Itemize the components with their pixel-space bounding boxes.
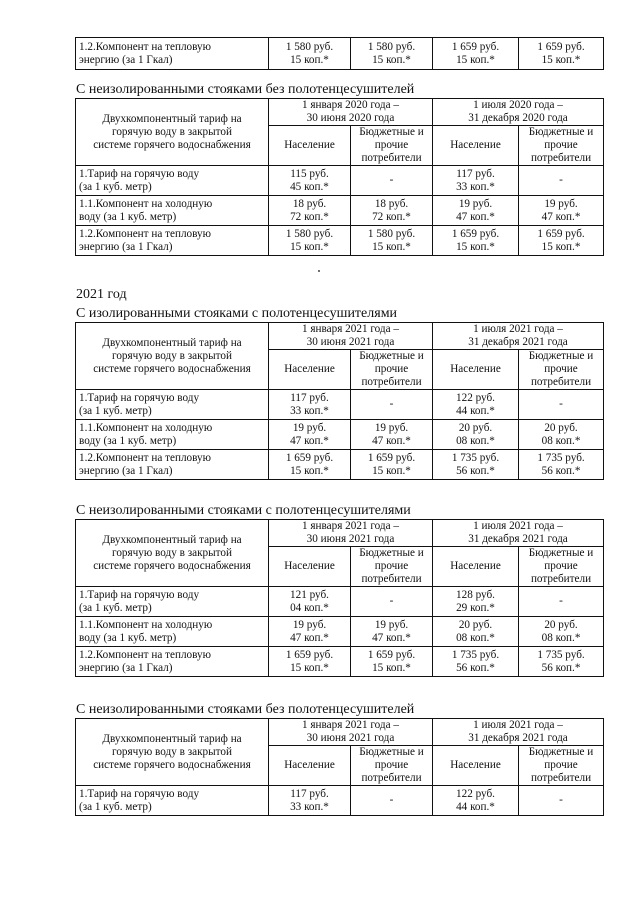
value-line: 08 коп.* [541,631,581,644]
period-header-cell [433,99,604,126]
value-line: 1 659 руб. [451,227,500,240]
row-label-cell [76,450,269,480]
value-line: 72 коп.* [290,210,329,223]
section-heading: С неизолированными стояками с полотенцесушителями [76,503,411,518]
value-line: 33 коп.* [290,404,329,417]
tariff-header-line: Двухкомпонентный тариф на [102,732,242,745]
header-row [76,323,604,350]
value-cell [433,617,519,647]
value-line: 15 коп.* [290,661,329,674]
budget-header-line: прочие [374,759,409,771]
value-line: 19 руб. [458,197,493,210]
value-line: 121 руб. [290,588,329,601]
budget-header-line: прочие [544,560,578,572]
row-label-line: 1.Тариф на горячую воду [79,588,200,601]
budget-header-line: прочие [374,560,409,572]
period-header-line: 1 января 2020 года – [302,99,399,111]
value-cell [519,617,604,647]
row-label-cell [76,226,269,256]
budget-header-line: потребители [361,573,422,585]
value-line: 1 580 руб. [285,40,334,53]
value-line: 1 580 руб. [367,40,416,53]
value-cell [433,196,519,226]
period-header-cell [433,323,604,350]
table-row [76,587,604,617]
value-line: 18 руб. [292,197,327,210]
budget-header-line: потребители [530,152,592,164]
tariff-table-top-continuation [75,37,604,70]
value-line: 1 659 руб. [537,227,585,240]
value-line: 29 коп.* [456,601,495,614]
tariff-header-cell [76,719,269,786]
value-cell [519,587,604,617]
row-label-line: (за 1 куб. метр) [79,404,152,417]
value-line: 15 коп.* [372,464,411,477]
population-header-label: Население [284,363,335,375]
value-cell [519,390,604,420]
value-line: 08 коп.* [456,631,495,644]
value-line: 117 руб. [290,787,329,800]
value-cell [351,587,433,617]
row-label-line: энергию (за 1 Гкал) [79,661,173,674]
budget-header-line: потребители [361,376,422,388]
row-label-cell [76,647,269,677]
value-line: 33 коп.* [290,800,329,813]
header-row [76,719,604,746]
value-cell [519,647,604,677]
table-row [76,786,604,816]
value-cell [519,166,604,196]
value-line: 15 коп.* [372,240,411,253]
value-line: 47 коп.* [372,434,411,447]
value-line: 19 руб. [292,421,327,434]
population-header-cell [433,547,519,587]
value-line: 19 руб. [374,618,409,631]
value-cell [269,390,351,420]
period-header-cell [269,520,433,547]
value-cell [351,420,433,450]
budget-header-cell [351,126,433,166]
value-line: 08 коп.* [541,434,581,447]
value-cell [519,196,604,226]
value-line: 15 коп.* [456,240,495,253]
table-row [76,647,604,677]
period-header-cell [269,323,433,350]
value-line: 33 коп.* [456,180,495,193]
budget-header-line: прочие [544,139,578,151]
row-label-line: 1.2.Компонент на тепловую [79,451,211,464]
value-cell [351,166,433,196]
row-label-cell [76,196,269,226]
value-line: - [389,174,394,186]
value-line: 56 коп.* [456,464,495,477]
period-header-cell [433,719,604,746]
section-heading: С неизолированными стояками без полотенцесушителей [76,702,415,717]
budget-header-line: прочие [544,759,578,771]
row-label-cell [76,390,269,420]
period-header-line: 1 июля 2021 года – [473,719,563,731]
tariff-table [75,98,604,256]
budget-header-line: прочие [374,363,409,375]
value-line: 44 коп.* [456,404,495,417]
value-line: 1 659 руб. [367,648,416,661]
population-header-cell [269,126,351,166]
value-cell [519,38,604,70]
period-header-line: 30 июня 2021 года [306,336,395,348]
value-cell [433,786,519,816]
tariff-header-cell [76,99,269,166]
row-label-line: (за 1 куб. метр) [79,180,152,193]
row-label-line: энергию (за 1 Гкал) [79,464,173,477]
value-line: 1 735 руб. [537,648,585,661]
value-cell [519,420,604,450]
value-cell [269,38,351,70]
tariff-header-line: системе горячего водоснабжения [93,758,251,771]
period-header-line: 30 июня 2021 года [306,533,395,545]
table-row [76,617,604,647]
value-cell [433,390,519,420]
value-cell [351,38,433,70]
table-row [76,226,604,256]
population-header-cell [433,126,519,166]
year-heading: 2021 год [76,287,127,302]
row-label-line: воду (за 1 куб. метр) [79,631,177,644]
value-line: - [389,794,394,806]
budget-header-line: потребители [361,772,422,784]
value-line: 08 коп.* [456,434,495,447]
value-line: 1 735 руб. [451,648,500,661]
budget-header-line: Бюджетные и [359,547,424,559]
table-row [76,166,604,196]
value-cell [351,226,433,256]
value-line: 1 659 руб. [537,40,585,53]
tariff-table [75,519,604,677]
value-line: 47 коп.* [290,631,329,644]
value-cell [269,450,351,480]
value-line: 1 659 руб. [285,451,334,464]
budget-header-line: Бюджетные и [359,126,424,138]
period-header-line: 1 июля 2020 года – [473,99,563,111]
value-cell [351,390,433,420]
value-line: 117 руб. [456,167,495,180]
population-header-cell [269,350,351,390]
header-row [76,520,604,547]
value-line: 1 659 руб. [367,451,416,464]
value-line: 1 659 руб. [285,648,334,661]
value-line: 15 коп.* [541,53,581,66]
budget-header-line: потребители [530,573,592,585]
budget-header-line: потребители [530,772,592,784]
value-cell [269,166,351,196]
budget-header-line: прочие [374,139,409,151]
value-line: - [389,595,394,607]
value-cell [351,450,433,480]
value-line: 1 659 руб. [451,40,500,53]
period-header-line: 31 декабря 2021 года [468,732,568,744]
tariff-header-line: горячую воду в закрытой [112,349,232,362]
budget-header-cell [519,746,604,786]
budget-header-line: Бюджетные и [528,350,594,362]
row-label-cell [76,38,269,70]
budget-header-line: Бюджетные и [359,350,424,362]
value-line: 20 руб. [458,618,493,631]
population-header-label: Население [450,363,501,375]
value-cell [433,38,519,70]
value-line: 19 руб. [374,421,409,434]
period-header-line: 31 декабря 2021 года [468,336,568,348]
row-label-line: 1.1.Компонент на холодную [79,197,213,210]
value-line: 15 коп.* [372,53,411,66]
value-cell [269,196,351,226]
value-line: - [559,595,563,607]
budget-header-cell [519,350,604,390]
period-header-line: 30 июня 2021 года [306,732,395,744]
tariff-header-line: горячую воду в закрытой [112,745,232,758]
tariff-header-line: горячую воду в закрытой [112,125,232,138]
population-header-cell [433,746,519,786]
period-header-line: 1 июля 2021 года – [473,520,563,532]
row-label-line: (за 1 куб. метр) [79,800,152,813]
value-line: - [559,794,563,806]
row-label-cell [76,587,269,617]
row-label-cell [76,166,269,196]
budget-header-line: Бюджетные и [528,746,594,758]
value-cell [351,647,433,677]
value-line: - [559,398,563,410]
row-label-line: 1.1.Компонент на холодную [79,618,213,631]
budget-header-cell [519,126,604,166]
population-header-label: Население [284,560,335,572]
section-heading: С изолированными стояками с полотенцесушителями [76,306,398,321]
period-header-line: 31 декабря 2020 года [468,112,568,124]
value-line: 56 коп.* [541,661,581,674]
population-header-label: Население [450,139,501,151]
value-line: - [389,398,394,410]
row-label-line: 1.2.Компонент на тепловую [79,40,211,53]
population-header-cell [269,746,351,786]
value-line: 15 коп.* [541,240,581,253]
row-label-line: 1.Тариф на горячую воду [79,391,200,404]
value-cell [519,450,604,480]
value-line: 1 580 руб. [367,227,416,240]
period-header-cell [269,99,433,126]
tariff-header-cell [76,520,269,587]
value-cell [269,786,351,816]
value-cell [269,647,351,677]
value-cell [519,226,604,256]
budget-header-line: потребители [530,376,592,388]
budget-header-cell [351,350,433,390]
value-cell [433,420,519,450]
budget-header-line: прочие [544,363,578,375]
tariff-header-line: Двухкомпонентный тариф на [102,112,242,125]
period-header-line: 31 декабря 2021 года [468,533,568,545]
value-cell [433,226,519,256]
budget-header-line: потребители [361,152,422,164]
period-header-line: 1 июля 2021 года – [473,323,563,335]
value-line: 19 руб. [292,618,327,631]
value-line: 04 коп.* [290,601,329,614]
value-line: 47 коп.* [290,434,329,447]
value-cell [433,450,519,480]
tariff-header-line: Двухкомпонентный тариф на [102,533,242,546]
value-line: 47 коп.* [541,210,581,223]
table-row [76,420,604,450]
value-line: 45 коп.* [290,180,329,193]
value-cell [433,647,519,677]
value-cell [269,420,351,450]
budget-header-cell [351,746,433,786]
value-cell [433,166,519,196]
row-label-line: воду (за 1 куб. метр) [79,210,177,223]
period-header-line: 1 января 2021 года – [302,520,399,532]
value-line: 122 руб. [456,787,495,800]
value-line: 1 735 руб. [537,451,585,464]
tariff-header-line: системе горячего водоснабжения [93,362,251,375]
population-header-label: Население [450,759,501,771]
value-line: 115 руб. [290,167,329,180]
tariff-header-line: Двухкомпонентный тариф на [102,336,242,349]
period-header-cell [269,719,433,746]
population-header-label: Население [450,560,501,572]
population-header-label: Население [284,759,335,771]
value-line: 56 коп.* [456,661,495,674]
period-header-line: 1 января 2021 года – [302,719,399,731]
table-row [76,390,604,420]
value-line: 20 руб. [544,421,578,434]
value-cell [269,617,351,647]
row-label-cell [76,786,269,816]
value-cell [351,196,433,226]
value-line: 44 коп.* [456,800,495,813]
value-line: 15 коп.* [290,464,329,477]
row-label-line: 1.Тариф на горячую воду [79,167,200,180]
value-cell [269,587,351,617]
value-line: 56 коп.* [541,464,581,477]
budget-header-line: Бюджетные и [528,126,594,138]
table-row [76,450,604,480]
row-label-line: энергию (за 1 Гкал) [79,53,173,66]
tariff-table [75,718,604,816]
value-line: 72 коп.* [372,210,411,223]
row-label-cell [76,617,269,647]
section-heading: С неизолированными стояками без полотенцесушителей [76,82,415,97]
row-label-line: 1.2.Компонент на тепловую [79,227,211,240]
population-header-label: Население [284,139,335,151]
period-header-line: 30 июня 2020 года [306,112,395,124]
value-line: 15 коп.* [456,53,495,66]
value-line: 117 руб. [290,391,329,404]
budget-header-cell [351,547,433,587]
period-header-cell [433,520,604,547]
tariff-header-line: системе горячего водоснабжения [93,559,251,572]
row-label-line: 1.Тариф на горячую воду [79,787,200,800]
value-cell [351,617,433,647]
value-line: - [559,174,563,186]
period-header-line: 1 января 2021 года – [302,323,399,335]
budget-header-line: Бюджетные и [528,547,594,559]
tariff-table [75,322,604,480]
population-header-cell [433,350,519,390]
population-header-cell [269,547,351,587]
scan-speck [318,270,320,272]
value-line: 47 коп.* [456,210,495,223]
value-cell [351,786,433,816]
budget-header-cell [519,547,604,587]
value-line: 19 руб. [544,197,578,210]
table-row [76,38,604,70]
row-label-line: (за 1 куб. метр) [79,601,152,614]
value-line: 20 руб. [458,421,493,434]
value-line: 1 735 руб. [451,451,500,464]
value-line: 47 коп.* [372,631,411,644]
table-row [76,196,604,226]
row-label-line: 1.1.Компонент на холодную [79,421,213,434]
header-row [76,99,604,126]
value-cell [519,786,604,816]
value-cell [433,587,519,617]
value-line: 18 руб. [374,197,409,210]
value-line: 128 руб. [456,588,495,601]
value-line: 15 коп.* [372,661,411,674]
value-line: 15 коп.* [290,240,329,253]
tariff-header-line: системе горячего водоснабжения [93,138,251,151]
tariff-header-cell [76,323,269,390]
budget-header-line: Бюджетные и [359,746,424,758]
row-label-cell [76,420,269,450]
row-label-line: энергию (за 1 Гкал) [79,240,173,253]
row-label-line: 1.2.Компонент на тепловую [79,648,211,661]
row-label-line: воду (за 1 куб. метр) [79,434,177,447]
tariff-header-line: горячую воду в закрытой [112,546,232,559]
value-line: 15 коп.* [290,53,329,66]
value-cell [269,226,351,256]
value-line: 1 580 руб. [285,227,334,240]
value-line: 20 руб. [544,618,578,631]
value-line: 122 руб. [456,391,495,404]
